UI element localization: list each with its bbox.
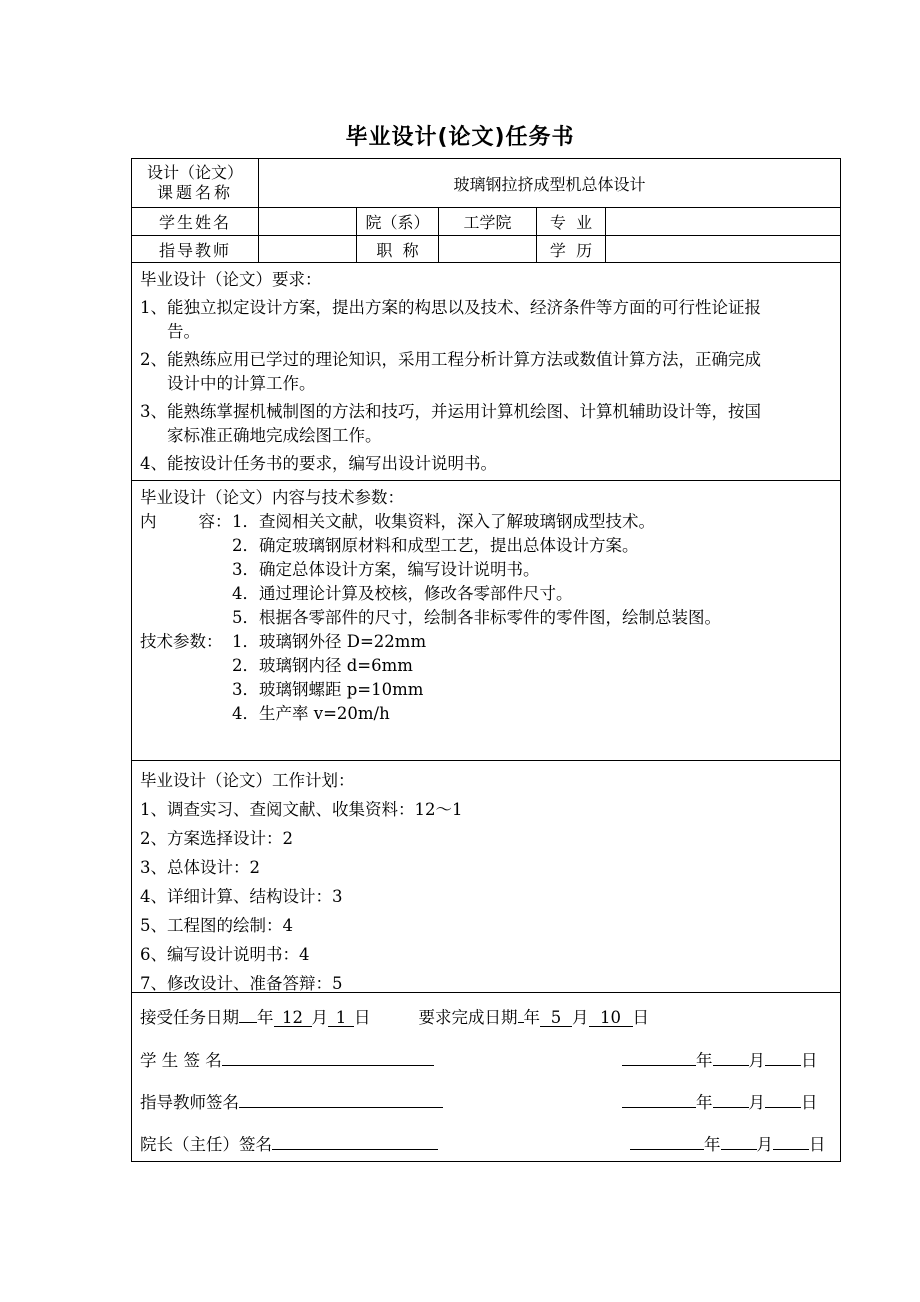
student-signature-line[interactable] xyxy=(222,1045,434,1066)
requirement-line: 告。 xyxy=(167,322,200,341)
plan-item: 3、总体设计：2 xyxy=(140,858,260,877)
accept-date-label: 接受任务日期 xyxy=(140,1008,239,1027)
year-blank[interactable] xyxy=(630,1129,704,1150)
requirements-heading: 毕业设计（论文）要求： xyxy=(140,270,322,289)
due-month-value[interactable]: 5 xyxy=(540,1006,572,1027)
content-label: 内 容： xyxy=(140,512,232,531)
day-char: 日 xyxy=(801,1093,818,1112)
requirement-line: 家标准正确地完成绘图工作。 xyxy=(167,426,382,445)
month-char: 月 xyxy=(756,1135,773,1154)
topic-label xyxy=(132,159,258,207)
month-char: 月 xyxy=(748,1051,765,1070)
params-list xyxy=(232,630,426,726)
dates-row xyxy=(140,1002,836,1030)
param-item: 4．生产率 v=20m/h xyxy=(232,704,390,723)
param-item: 1．玻璃钢外径 D=22mm xyxy=(232,632,427,651)
content-item: 5．根据各零部件的尺寸，绘制各非标零件的零件图，绘制总装图。 xyxy=(232,608,721,627)
year-char: 年 xyxy=(257,1008,274,1027)
title-rank-value[interactable] xyxy=(439,236,536,262)
content-item: 3．确定总体设计方案，编写设计说明书。 xyxy=(232,560,540,579)
major-value[interactable] xyxy=(606,208,840,235)
plan-item: 6、编写设计说明书：4 xyxy=(140,945,310,964)
topic-label-line1: 设计（论文） xyxy=(146,163,243,182)
month-char: 月 xyxy=(572,1008,589,1027)
table-rule xyxy=(131,262,841,263)
month-blank[interactable] xyxy=(713,1087,749,1108)
month-char: 月 xyxy=(748,1093,765,1112)
param-item: 2．玻璃钢内径 d=6mm xyxy=(232,656,413,675)
topic-label-line2: 课题名称 xyxy=(156,183,233,202)
plan-item: 1、调查实习、查阅文献、收集资料：12～1 xyxy=(140,800,463,819)
year-char: 年 xyxy=(696,1093,713,1112)
plan-item: 2、方案选择设计：2 xyxy=(140,829,293,848)
requirement-item xyxy=(140,452,836,476)
year-blank[interactable] xyxy=(622,1045,696,1066)
day-blank[interactable] xyxy=(765,1045,801,1066)
accept-month-value[interactable]: 12 xyxy=(274,1006,312,1027)
content-list xyxy=(232,510,721,630)
day-char: 日 xyxy=(632,1008,649,1027)
advisor-value[interactable] xyxy=(259,236,356,262)
plan-section xyxy=(140,766,836,998)
dean-signature-line[interactable] xyxy=(272,1129,438,1150)
requirement-line: 3、能熟练掌握机械制图的方法和技巧，并运用计算机绘图、计算机辅助设计等，按国 xyxy=(140,402,761,421)
content-heading: 毕业设计（论文）内容与技术参数： xyxy=(140,488,404,507)
day-char: 日 xyxy=(801,1051,818,1070)
dean-signature-label: 院长（主任）签名 xyxy=(140,1135,272,1154)
dean-signature-date xyxy=(630,1129,826,1157)
table-rule xyxy=(131,480,841,481)
day-char: 日 xyxy=(354,1008,371,1027)
due-date-label: 要求完成日期 xyxy=(418,1008,518,1027)
params-label: 技术参数： xyxy=(140,632,223,651)
requirements-section xyxy=(140,268,836,476)
title-rank-label: 职 称 xyxy=(376,240,419,260)
month-blank[interactable] xyxy=(721,1129,757,1150)
major-label: 专 业 xyxy=(549,213,593,232)
table-border-left xyxy=(131,158,132,1162)
advisor-signature-line[interactable] xyxy=(239,1087,443,1108)
accept-day-value[interactable]: 1 xyxy=(328,1006,354,1027)
table-rule xyxy=(131,760,841,761)
due-day-value[interactable]: 10 xyxy=(589,1006,633,1027)
department-value: 工学院 xyxy=(463,213,512,232)
year-blank[interactable] xyxy=(622,1087,696,1108)
education-label: 学 历 xyxy=(549,240,593,260)
student-name-label: 学生姓名 xyxy=(158,213,231,232)
content-item: 4．通过理论计算及校核，修改各零部件尺寸。 xyxy=(232,584,573,603)
day-blank[interactable] xyxy=(773,1129,809,1150)
day-blank[interactable] xyxy=(765,1087,801,1108)
advisor-signature-date xyxy=(622,1087,818,1115)
table-border-bottom xyxy=(131,1161,841,1162)
content-block xyxy=(140,510,836,630)
year-char: 年 xyxy=(704,1135,721,1154)
content-item: 1．查阅相关文献，收集资料，深入了解玻璃钢成型技术。 xyxy=(232,512,655,531)
plan-item: 4、详细计算、结构设计：3 xyxy=(140,887,343,906)
params-block xyxy=(140,630,836,726)
plan-item: 7、修改设计、准备答辩：5 xyxy=(140,974,343,993)
education-value[interactable] xyxy=(606,236,840,262)
accept-year-blank[interactable] xyxy=(239,1002,257,1023)
param-item: 3．玻璃钢螺距 p=10mm xyxy=(232,680,424,699)
student-name-value[interactable] xyxy=(259,208,356,235)
requirement-item xyxy=(140,296,836,344)
department-label: 院（系） xyxy=(365,213,430,232)
topic-value: 玻璃钢拉挤成型机总体设计 xyxy=(453,174,646,194)
advisor-label: 指导教师 xyxy=(158,240,231,260)
month-char: 月 xyxy=(311,1008,328,1027)
content-item: 2．确定玻璃钢原材料和成型工艺，提出总体设计方案。 xyxy=(232,536,639,555)
requirement-item xyxy=(140,400,836,448)
requirement-line: 设计中的计算工作。 xyxy=(167,374,316,393)
plan-item: 5、工程图的绘制：4 xyxy=(140,916,293,935)
day-char: 日 xyxy=(809,1135,826,1154)
requirement-line: 4、能按设计任务书的要求，编写出设计说明书。 xyxy=(140,454,497,473)
table-border-right xyxy=(840,158,841,1162)
requirement-line: 2、能熟练应用已学过的理论知识，采用工程分析计算方法或数值计算方法，正确完成 xyxy=(140,350,761,369)
advisor-signature-label: 指导教师签名 xyxy=(140,1093,239,1112)
student-signature-label: 学 生 签 名 xyxy=(140,1051,222,1070)
page-title: 毕业设计(论文)任务书 xyxy=(345,125,575,150)
requirement-item xyxy=(140,348,836,396)
student-signature-date xyxy=(622,1045,818,1073)
requirement-line: 1、能独立拟定设计方案，提出方案的构思以及技术、经济条件等方面的可行性论证报 xyxy=(140,298,761,317)
plan-heading: 毕业设计（论文）工作计划： xyxy=(140,771,355,790)
year-char: 年 xyxy=(696,1051,713,1070)
content-section xyxy=(140,486,836,726)
month-blank[interactable] xyxy=(713,1045,749,1066)
year-char: 年 xyxy=(523,1008,540,1027)
